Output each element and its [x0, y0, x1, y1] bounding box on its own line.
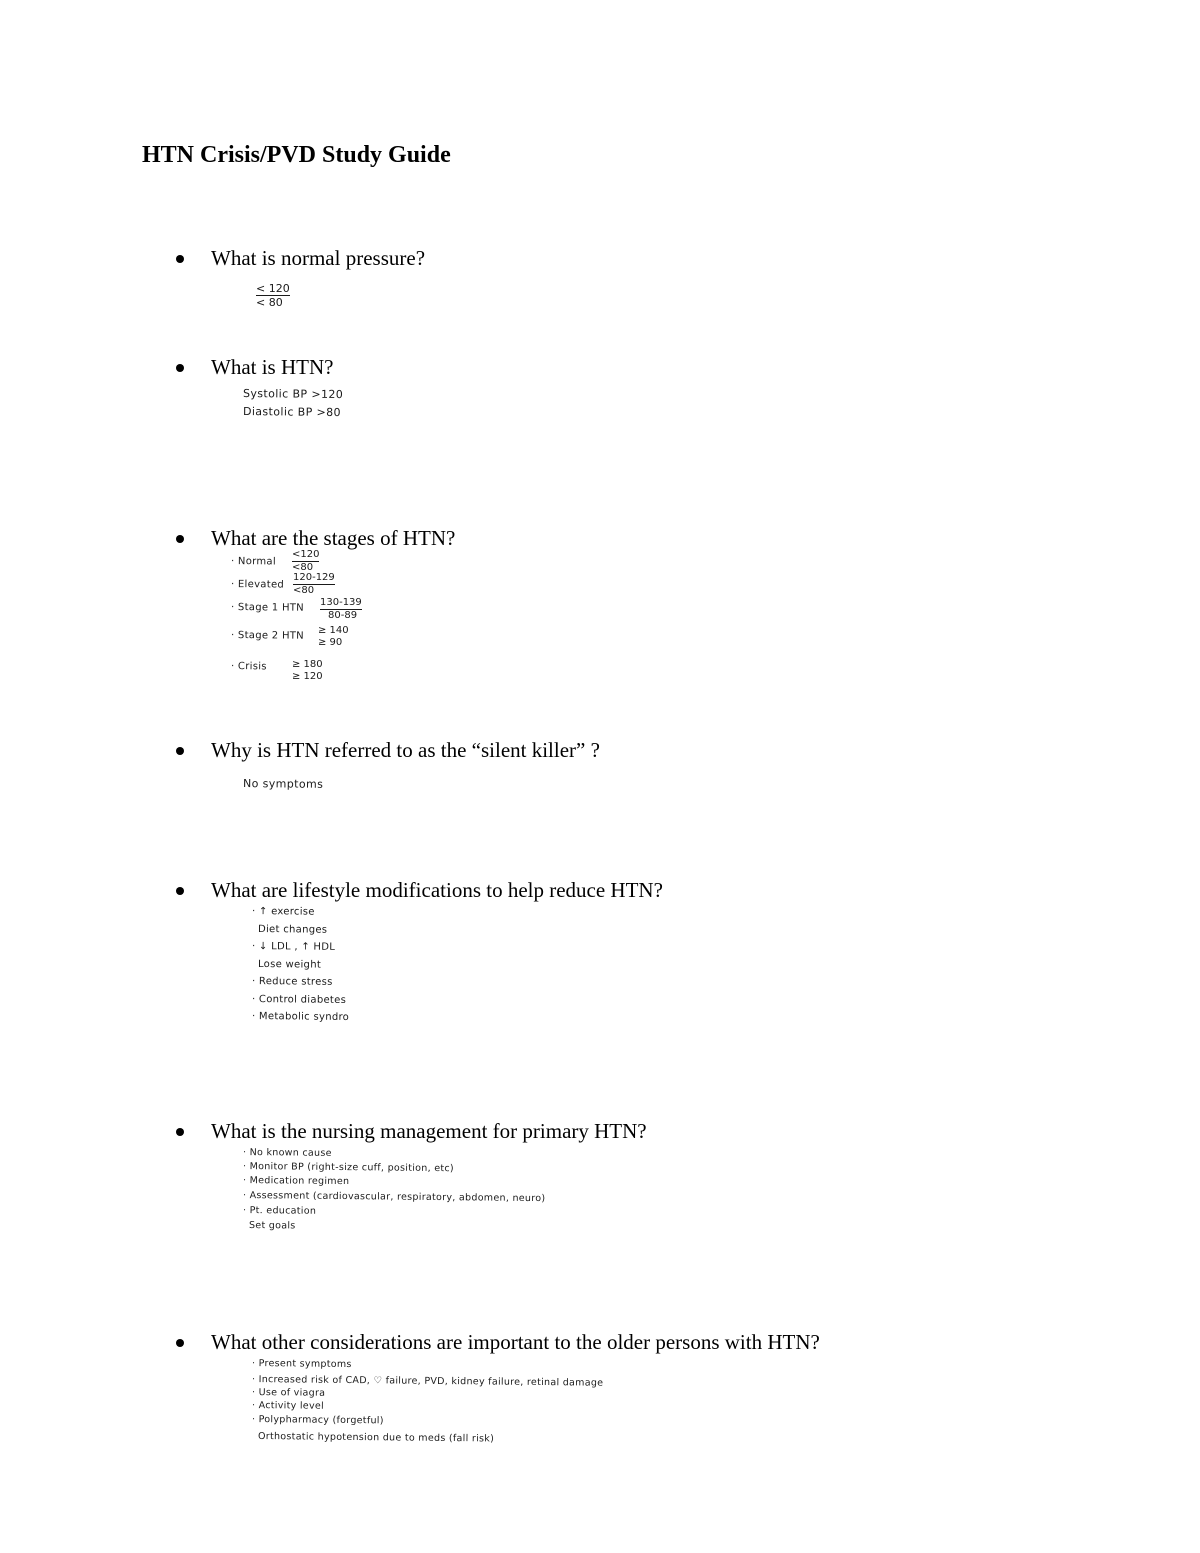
- handwritten-note: · Reduce stress: [251, 976, 333, 988]
- handwritten-note: · Control diabetes: [251, 994, 347, 1006]
- bullet-icon: [176, 364, 184, 372]
- stage-label: · Stage 1 HTN: [230, 602, 305, 614]
- bullet-icon: [176, 1128, 184, 1136]
- question-text: What are lifestyle modifications to help reduce HTN?: [211, 878, 663, 902]
- stage-label: · Stage 2 HTN: [230, 630, 305, 642]
- handwritten-note: · Pt. education: [242, 1205, 317, 1217]
- question-lifestyle-modifications: [176, 878, 663, 903]
- handwritten-note: · ↑ exercise: [251, 906, 315, 918]
- stage-label: · Crisis: [230, 661, 267, 673]
- stage-fraction: ≥ 180 ≥ 120: [292, 659, 323, 682]
- handwritten-note: Lose weight: [257, 959, 322, 971]
- handwritten-note: · Present symptoms: [251, 1358, 352, 1371]
- handwritten-note: · Assessment (cardiovascular, respiratory, abdomen, neuro): [242, 1190, 546, 1205]
- bullet-icon: [176, 1339, 184, 1347]
- question-nursing-management: [176, 1119, 647, 1144]
- handwritten-note: · Monitor BP (right-size cuff, position, etc): [242, 1161, 455, 1175]
- bullet-icon: [176, 747, 184, 755]
- handwritten-note: No symptoms: [242, 777, 324, 791]
- fraction-numerator: < 120: [256, 282, 290, 295]
- question-text: Why is HTN referred to as the “silent killer” ?: [211, 738, 600, 762]
- handwritten-note: Set goals: [248, 1220, 296, 1232]
- stage-fraction: ≥ 140 ≥ 90: [318, 625, 349, 648]
- fraction-denominator: < 80: [256, 296, 283, 309]
- bullet-icon: [176, 255, 184, 263]
- page-title: HTN Crisis/PVD Study Guide: [142, 142, 451, 168]
- handwritten-note: Diastolic BP >80: [242, 405, 342, 420]
- question-text: What are the stages of HTN?: [211, 526, 456, 550]
- stage-label: · Elevated: [230, 579, 285, 591]
- bullet-icon: [176, 887, 184, 895]
- handwritten-note: · Use of viagra: [251, 1387, 326, 1399]
- question-normal-pressure: [176, 246, 425, 271]
- question-what-is-htn: [176, 355, 333, 380]
- question-text: What is HTN?: [211, 355, 334, 379]
- handwritten-note: Diet changes: [257, 924, 328, 936]
- handwritten-note: Systolic BP >120: [242, 387, 344, 402]
- handwritten-fraction: [256, 283, 290, 308]
- stage-fraction: $\frac{120-129}{<80}$: [293, 572, 335, 596]
- handwritten-note: · Metabolic syndro: [251, 1011, 350, 1024]
- stage-fraction: $\frac{<120}{<80}$: [292, 549, 320, 573]
- question-stages-of-htn: [176, 526, 455, 551]
- handwritten-note: · Polypharmacy (forgetful): [251, 1414, 384, 1427]
- handwritten-note: · Activity level: [251, 1400, 325, 1412]
- question-text: What is normal pressure?: [211, 246, 426, 270]
- bullet-icon: [176, 535, 184, 543]
- question-text: What is the nursing management for primary HTN?: [211, 1119, 647, 1143]
- stage-label: · Normal: [230, 556, 277, 568]
- handwritten-note: · Medication regimen: [242, 1175, 350, 1188]
- stage-fraction: $\frac{130-139}{80-89}$: [320, 597, 362, 621]
- handwritten-note: · No known cause: [242, 1147, 332, 1159]
- handwritten-note: Orthostatic hypotension due to meds (fall risk): [257, 1431, 495, 1445]
- question-older-persons: [176, 1330, 820, 1355]
- handwritten-note: · ↓ LDL , ↑ HDL: [251, 941, 336, 953]
- question-silent-killer: [176, 738, 600, 763]
- question-text: What other considerations are important to the older persons with HTN?: [211, 1330, 820, 1354]
- handwritten-note: · Increased risk of CAD, ♡ failure, PVD, kidney failure, retinal damage: [251, 1374, 604, 1389]
